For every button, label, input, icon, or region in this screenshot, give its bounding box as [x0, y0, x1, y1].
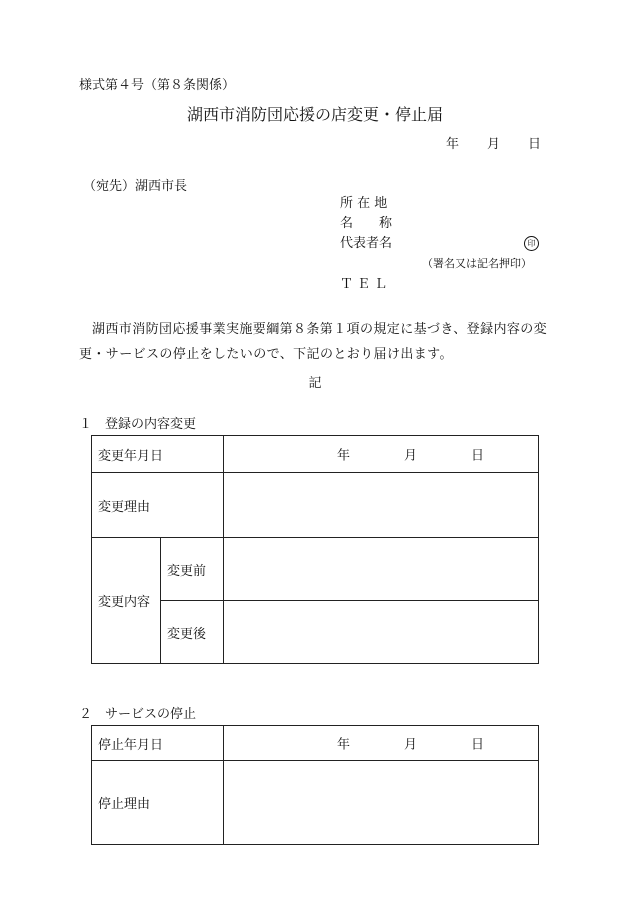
stop-reason-label: 停止理由 — [92, 761, 224, 845]
year-label: 年 — [337, 737, 351, 753]
month-label: 月 — [404, 448, 418, 464]
day-label: 日 — [528, 137, 542, 152]
month-label: 月 — [404, 737, 418, 753]
form-number: 様式第４号（第８条関係） — [79, 78, 236, 93]
after-label: 変更後 — [161, 601, 224, 664]
ki-heading: 記 — [308, 376, 322, 391]
stop-table — [91, 725, 539, 845]
section2-heading: ２ サービスの停止 — [79, 707, 197, 722]
stop-reason-row — [92, 761, 539, 845]
stop-date-label: 停止年月日 — [92, 726, 224, 761]
signature-note: （署名又は記名押印） — [422, 257, 532, 270]
day-label: 日 — [471, 737, 485, 753]
change-date-input[interactable] — [224, 436, 539, 473]
change-date-label: 変更年月日 — [92, 436, 224, 473]
representative-label: 代表者名 — [340, 236, 393, 251]
page-title: 湖西市消防団応援の店変更・停止届 — [186, 105, 443, 124]
tel-label: Ｔ Ｅ Ｌ — [340, 277, 388, 292]
name-label: 名 称 — [340, 216, 393, 231]
stop-date-input[interactable] — [224, 726, 539, 761]
month-label: 月 — [487, 137, 501, 152]
section1-heading: １ 登録の内容変更 — [79, 417, 197, 432]
change-reason-input[interactable] — [224, 473, 539, 538]
change-before-row — [92, 538, 539, 601]
after-input[interactable] — [224, 601, 539, 664]
seal-icon: 印 — [524, 236, 539, 251]
day-label: 日 — [471, 448, 485, 464]
year-label: 年 — [446, 137, 460, 152]
change-table — [91, 435, 539, 664]
year-label: 年 — [337, 448, 351, 464]
body-text: 湖西市消防団応援事業実施要綱第８条第１項の規定に基づき、登録内容の変更・サービスの停止をしたいので、下記のとおり届け出ます。 — [79, 322, 548, 362]
before-label: 変更前 — [161, 538, 224, 601]
location-label: 所 在 地 — [340, 196, 388, 211]
before-input[interactable] — [224, 538, 539, 601]
change-date-row — [92, 436, 539, 473]
addressee: （宛先）湖西市長 — [83, 179, 188, 194]
change-content-label: 変更内容 — [92, 538, 161, 664]
change-reason-row — [92, 473, 539, 538]
change-reason-label: 変更理由 — [92, 473, 224, 538]
stop-date-row — [92, 726, 539, 761]
stop-reason-input[interactable] — [224, 761, 539, 845]
